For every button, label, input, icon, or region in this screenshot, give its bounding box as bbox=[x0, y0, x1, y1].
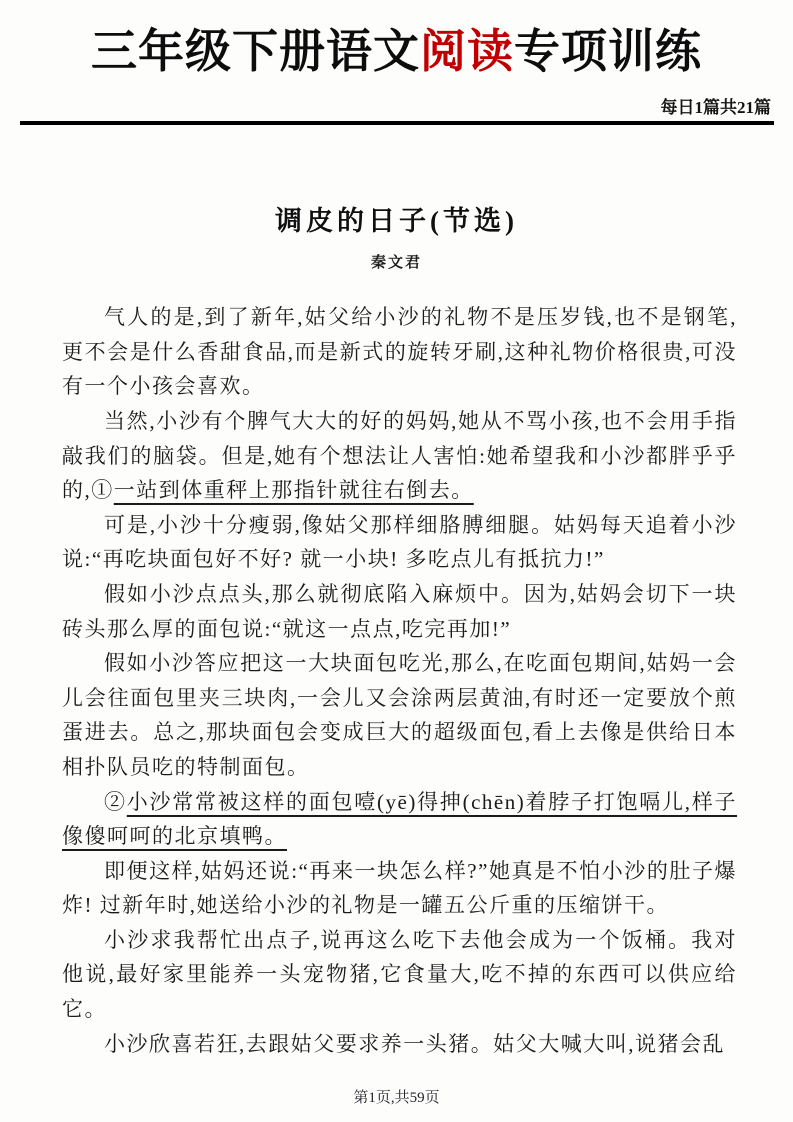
paragraph-text: 假如小沙点点头,那么就彻底陷入麻烦中。因为,姑妈会切下一块砖头那么厚的面包说:“就这一点点,吃完再加!” bbox=[62, 581, 737, 641]
paragraph bbox=[62, 404, 737, 508]
paragraph-text: 可是,小沙十分瘦弱,像姑父那样细胳膊细腿。姑妈每天追着小沙说:“再吃块面包好不好? 就一小块! 多吃点儿有抵抗力!” bbox=[62, 512, 737, 572]
page-title-part2: 专项训练 bbox=[514, 26, 702, 77]
underlined-passage-1: 一站到体重秤上那指针就往右倒去。 bbox=[113, 478, 474, 503]
paragraph-text: 小沙求我帮忙出点子,说再这么吃下去他会成为一个饭桶。我对他说,最好家里能养一头宠物猪,它食量大,吃不掉的东西可以供应给它。 bbox=[62, 927, 737, 1022]
paragraph bbox=[62, 923, 737, 1027]
page-title-highlight: 阅读 bbox=[420, 26, 514, 77]
paragraph-text: 假如小沙答应把这一大块面包吃光,那么,在吃面包期间,姑妈一会儿会往面包里夹三块肉,一会儿又会涂两层黄油,有时还一定要放个煎蛋进去。总之,那块面包会变成巨大的超级面包,看上去像是供给日本相扑队员吃的特制面包。 bbox=[62, 651, 737, 779]
circled-number-marker: ② bbox=[104, 789, 127, 814]
header-divider bbox=[20, 121, 774, 125]
paragraph-text: 小沙欣喜若狂,去跟姑父要求养一头猪。姑父大喊大叫,说猪会乱 bbox=[104, 1031, 725, 1056]
paragraph bbox=[62, 300, 737, 404]
page-title bbox=[0, 24, 793, 79]
article-title: 调皮的日子(节选) bbox=[275, 206, 518, 237]
page-title-part1: 三年级下册语文 bbox=[91, 26, 420, 77]
paragraph bbox=[62, 577, 737, 646]
underlined-passage-2: 小沙常常被这样的面包噎(yē)得抻(chēn)着脖子打饱嗝儿,样子像傻呵呵的北京填鸭。 bbox=[62, 789, 738, 849]
page-number: 第1页,共59页 bbox=[353, 1090, 440, 1106]
paragraph bbox=[62, 854, 737, 923]
paragraph bbox=[62, 508, 737, 577]
paragraph bbox=[62, 646, 737, 784]
paragraph bbox=[62, 1027, 737, 1062]
article-body bbox=[0, 300, 793, 1061]
paragraph-text: 气人的是,到了新年,姑父给小沙的礼物不是压岁钱,也不是钢笔,更不会是什么香甜食品,而是新式的旋转牙刷,这种礼物价格很贵,可没有一个小孩会喜欢。 bbox=[62, 305, 737, 399]
paragraph-text: 当然,小沙有个脾气大大的好的妈妈,她从不骂小孩,也不会用手指敲我们的脑袋。但是,她有个想法让人害怕:她希望我和小沙都胖乎乎的,① bbox=[62, 408, 737, 503]
paragraph-text: 即便这样,姑妈还说:“再来一块怎么样?”她真是不怕小沙的肚子爆炸! 过新年时,她送给小沙的礼物是一罐五公斤重的压缩饼干。 bbox=[62, 858, 737, 918]
issue-info: 每日1篇共21篇 bbox=[660, 98, 771, 118]
paragraph bbox=[62, 785, 737, 854]
article-author: 秦文君 bbox=[370, 255, 422, 272]
document-header bbox=[0, 0, 793, 125]
